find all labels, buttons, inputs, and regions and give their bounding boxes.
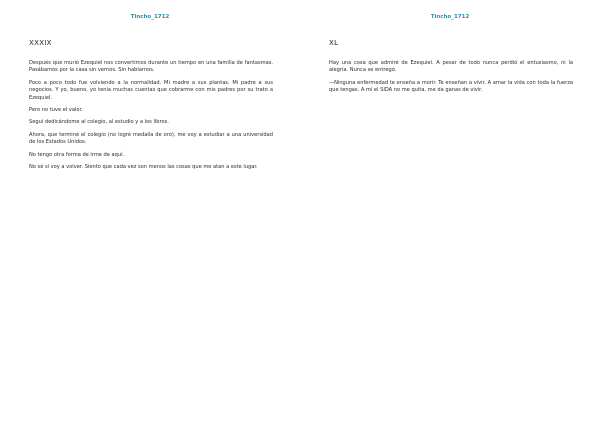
paragraph: —Ninguna enfermedad te enseña a morir. Te enseñan a vivir. A amar la vida con toda la fuerza que tengas. A mí el SIDA no me quita, me da ganas de vivir. <box>329 79 573 94</box>
page-content <box>329 39 573 100</box>
paragraph: Hay una cosa que admiré de Ezequiel. A pesar de todo nunca perdió el entusiasmo, ni la alegría. Nunca se entregó. <box>329 60 573 74</box>
chapter-title: XL <box>329 39 339 47</box>
running-header: Tincho_1712 <box>430 14 470 20</box>
chapter-title: XXXIX <box>29 39 52 47</box>
running-header: Tincho_1712 <box>130 14 170 20</box>
right-page <box>300 0 600 424</box>
paragraph: Pero no tuve el valor. <box>29 107 83 114</box>
paragraph: Después que murió Ezequiel nos convertimos durante un tiempo en una familia de fantasmas. Pasábamos por la casa sin vernos. Sin hablarnos. <box>29 60 273 74</box>
page-content <box>29 39 273 176</box>
paragraph: No tengo otra forma de irme de aquí. <box>29 151 125 158</box>
paragraph: No sé si voy a volver. Siento que cada vez son menos las cosas que me atan a este lugar. <box>29 164 258 171</box>
paragraph: Ahora, que terminé el colegio (no logré medalla de oro), me voy a estudiar a una universidad de los Estados Unidos. <box>29 131 273 146</box>
paragraph: Poco a poco todo fue volviendo a la normalidad. Mi madre a sus plantas. Mi padre a sus negocios. Y yo, bueno, yo tenía muchas cuentas que cobrarme con mis padres por su trato a Ezequiel. <box>29 79 273 101</box>
paragraph: Seguí dedicándome al colegio, al estudio y a los libros. <box>29 119 169 126</box>
